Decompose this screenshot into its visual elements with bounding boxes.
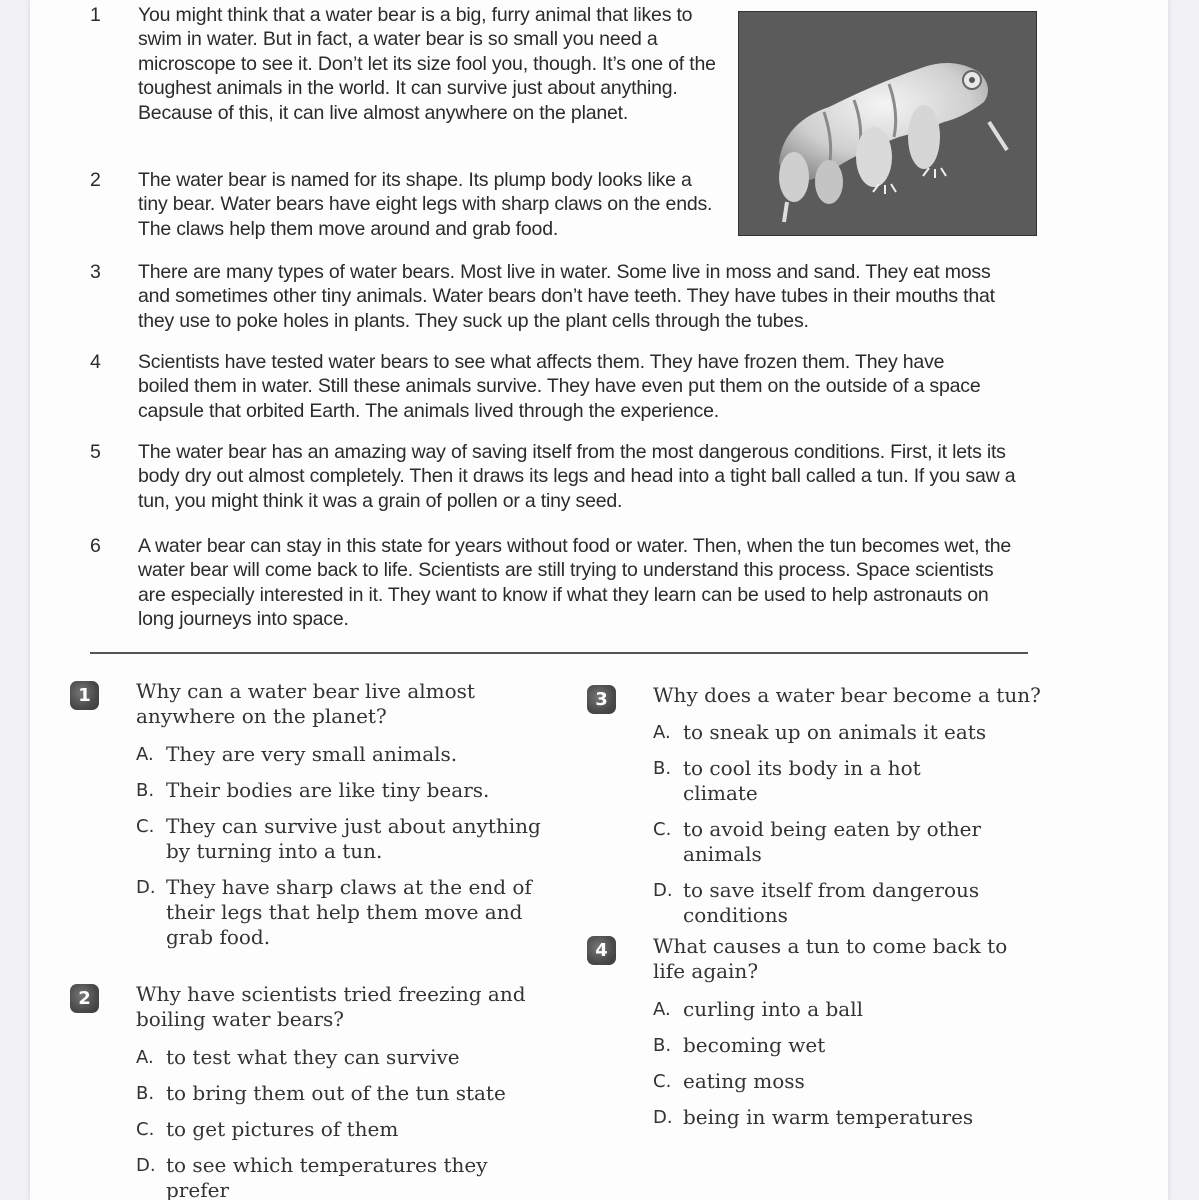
answer-option-d[interactable] [136,875,556,950]
question-stem: What causes a tun to come back to life again? [653,934,1008,983]
answer-options [136,1045,516,1200]
option-letter: B. [136,1083,155,1104]
answer-option-d[interactable] [136,1153,516,1200]
option-letter: B. [653,758,672,779]
option-letter: D. [653,1107,673,1128]
question-stem: Why does a water bear become a tun? [653,683,1041,707]
option-text: to sneak up on animals it eats [683,720,987,744]
option-letter: A. [653,999,671,1020]
answer-option-a[interactable] [136,742,556,767]
answer-options [653,720,993,939]
option-text: to save itself from dangerous conditions [683,878,980,927]
option-text: Their bodies are like tiny bears. [166,778,490,802]
question-stem: Why have scientists tried freezing and boiling water bears? [136,982,526,1031]
answer-option-c[interactable] [653,1069,1033,1094]
answer-option-c[interactable] [136,814,556,864]
question-stem: Why can a water bear live almost anywhere on the planet? [136,679,475,728]
paragraph-4 [30,350,998,423]
worksheet-page [30,0,1168,1200]
paragraph-text: There are many types of water bears. Most live in water. Some live in moss and sand. They eat moss and sometimes other tiny animals. Water bears don’t have teeth. They have tubes in their mouths that they use to poke holes in plants. They suck up the plant cells through the tubes. [138,261,995,332]
answer-option-a[interactable] [653,720,993,745]
answer-option-a[interactable] [653,997,1033,1022]
answer-option-b[interactable] [136,1081,516,1106]
answer-option-c[interactable] [136,1117,516,1142]
answer-options [653,997,1033,1141]
option-letter: C. [136,1119,155,1140]
answer-option-b[interactable] [653,756,993,806]
option-letter: A. [136,1047,154,1068]
paragraph-2 [30,168,723,241]
option-letter: D. [136,877,156,898]
option-text: They can survive just about anything by turning into a tun. [166,814,541,863]
answer-option-b[interactable] [653,1033,1033,1058]
paragraph-text: Scientists have tested water bears to see what affects them. They have frozen them. They have boiled them in water. Still these animals survive. They have even put them on the outside of a space capsule that orbited Earth. The animals lived through the experience. [138,351,981,422]
paragraph-number: 4 [90,351,101,373]
option-text: to get pictures of them [166,1117,399,1141]
option-text: becoming wet [683,1033,826,1057]
paragraph-3 [30,260,1008,333]
paragraph-text: The water bear has an amazing way of saving itself from the most dangerous conditions. First, it lets its body dry out almost completely. Then it draws its legs and head into a tight ball called a tun. If you saw a tun, you might think it was a grain of pollen or a tiny seed. [138,441,1016,512]
option-text: to test what they can survive [166,1045,460,1069]
paragraph-6 [30,534,1018,632]
paragraph-text: The water bear is named for its shape. Its plump body looks like a tiny bear. Water bears have eight legs with sharp claws on the ends. The claws help them move around and grab food. [138,169,713,240]
answer-option-d[interactable] [653,1105,1033,1130]
option-letter: A. [653,722,671,743]
option-text: being in warm temperatures [683,1105,974,1129]
question-number-badge: 4 [587,936,616,965]
paragraph-number: 5 [90,441,101,463]
option-text: to bring them out of the tun state [166,1081,506,1105]
option-letter: D. [653,880,673,901]
option-letter: B. [136,780,155,801]
answer-options [136,742,556,961]
option-text: eating moss [683,1069,805,1093]
paragraph-number: 1 [90,4,101,26]
question-number-badge: 3 [587,685,616,714]
option-letter: D. [136,1155,156,1176]
paragraph-5 [30,440,1018,513]
option-text: They have sharp claws at the end of their legs that help them move and grab food. [166,875,532,949]
option-text: curling into a ball [683,997,863,1021]
question-number-badge: 2 [70,984,99,1013]
option-letter: B. [653,1035,672,1056]
paragraph-text: A water bear can stay in this state for years without food or water. Then, when the tun becomes wet, the water bear will come back to life. Scientists are still trying to understand this process. Space scientists are especially interested in it. They want to know if what they learn can be used to help astronauts on long journeys into space. [138,535,1012,631]
question-number-badge: 1 [70,681,99,710]
option-letter: A. [136,744,154,765]
option-text: They are very small animals. [166,742,458,766]
answer-option-c[interactable] [653,817,993,867]
option-letter: C. [653,1071,672,1092]
paragraph-number: 6 [90,535,101,557]
paragraph-1 [30,3,718,125]
answer-option-a[interactable] [136,1045,516,1070]
paragraph-number: 2 [90,169,101,191]
option-text: to avoid being eaten by other animals [683,817,982,866]
answer-option-b[interactable] [136,778,556,803]
option-text: to cool its body in a hot climate [683,756,921,805]
option-letter: C. [653,819,672,840]
paragraph-number: 3 [90,261,101,283]
option-text: to see which temperatures they prefer [166,1153,488,1200]
answer-option-d[interactable] [653,878,993,928]
option-letter: C. [136,816,155,837]
paragraph-text: You might think that a water bear is a big, furry animal that likes to swim in water. But in fact, a water bear is so small you need a microscope to see it. Don’t let its size fool you, though. It’s one of the toughest animals in the world. It can survive just about anything. Because of this, it can live almost anywhere on the planet. [138,4,716,124]
tardigrade-illustration-icon [739,12,1037,236]
water-bear-image [738,11,1037,236]
section-divider [90,652,1028,654]
